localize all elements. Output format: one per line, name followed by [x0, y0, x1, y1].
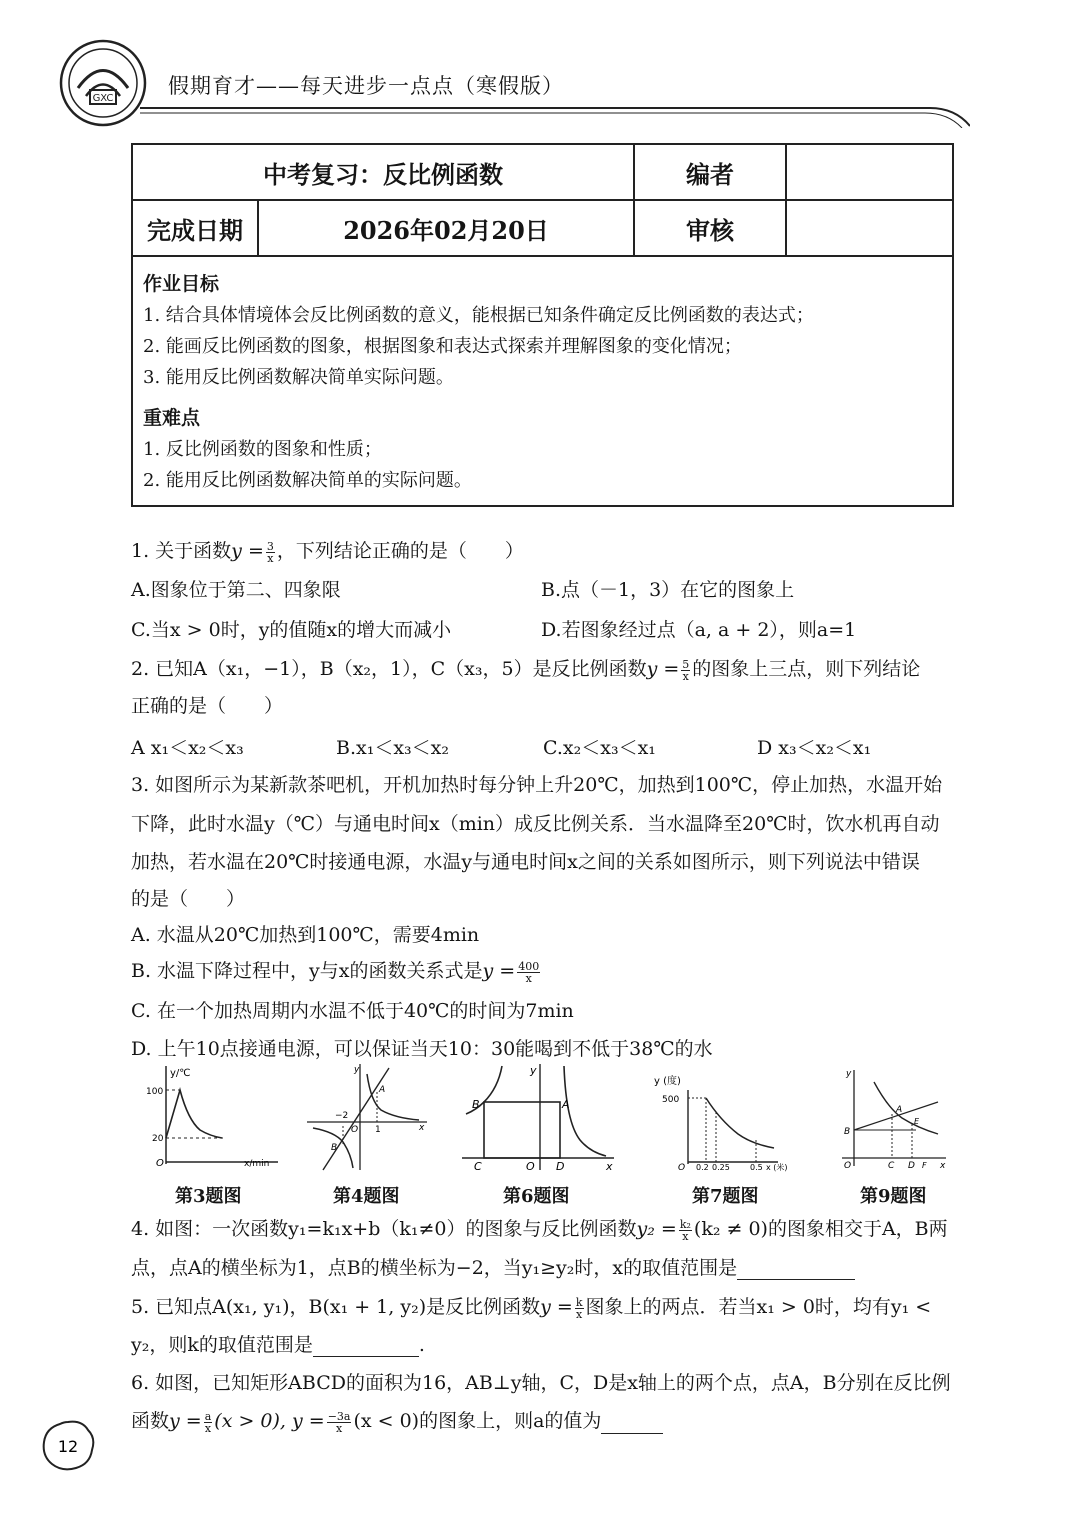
q2-func-lhs: y = — [646, 658, 680, 680]
q6-answer-blank[interactable] — [601, 1411, 663, 1434]
q1-option-b: B.点（－1，3）在它的图象上 — [541, 579, 795, 601]
date-label: 完成日期 — [132, 200, 258, 256]
info-table — [131, 143, 954, 507]
figure-caption: 第9题图 — [860, 1186, 927, 1207]
q5-stem: 5. 已知点A(x₁, y₁)，B(x₁ + 1, y₂)是反比例函数y = $\frac{k}{x}$ 图象上的两点．若当x₁ > 0时，均有y₁ < — [131, 1295, 932, 1321]
page-number-badge — [38, 1418, 98, 1472]
svg-text:y (度): y (度) — [654, 1076, 681, 1087]
svg-text:E: E — [914, 1117, 920, 1126]
worksheet-title: 中考复习：反比例函数 — [132, 144, 634, 200]
svg-text:O: O — [351, 1125, 359, 1135]
q2-option-c: C.x₂＜x₃＜x₁ — [543, 737, 656, 759]
q3-stem-line: 下降，此时水温y（℃）与通电时间x（min）成反比例关系．当水温降至20℃时，饮水机再自动 — [131, 813, 940, 835]
q2-fraction: $\frac{5}{x}$ — [682, 657, 690, 683]
svg-text:100: 100 — [146, 1087, 164, 1097]
svg-text:A: A — [379, 1085, 386, 1095]
svg-text:y: y — [530, 1064, 537, 1077]
q4-stem: 4. 如图：一次函数y₁=k₁x+b（k₁≠0）的图象与反比例函数y₂ = $\frac{\text{k₂}}{x}$ (k₂ ≠ 0)的图象相交于A，B两 — [131, 1217, 948, 1243]
figure-caption: 第7题图 — [692, 1186, 759, 1207]
q1-fraction: $\frac{3}{x}$ — [266, 539, 274, 565]
figure-q3 — [140, 1062, 280, 1174]
q3-option-d: D. 上午10点接通电源，可以保证当天10：30能喝到不低于38℃的水 — [131, 1038, 713, 1060]
q4-answer-blank[interactable] — [737, 1257, 855, 1280]
svg-text:A: A — [562, 1098, 570, 1111]
editor-label: 编者 — [634, 144, 786, 200]
q2-option-a: A x₁＜x₂＜x₃ — [131, 737, 244, 759]
svg-text:x (米): x (米) — [766, 1163, 788, 1172]
svg-text:O: O — [526, 1160, 535, 1173]
q3-option-b: B. 水温下降过程中，y与x的函数关系式是y = $\frac{400}{x}$ — [131, 959, 540, 985]
svg-text:0.25: 0.25 — [712, 1163, 730, 1172]
editor-value — [786, 144, 953, 200]
svg-text:y: y — [354, 1065, 360, 1075]
q3-option-c: C. 在一个加热周期内水温不低于40℃的时间为7min — [131, 1000, 574, 1022]
figure-caption: 第4题图 — [333, 1186, 400, 1207]
key-title: 重难点 — [143, 407, 201, 429]
svg-text:500: 500 — [662, 1095, 680, 1105]
q3-fraction: $\frac{400}{x}$ — [518, 959, 540, 985]
svg-text:x: x — [419, 1123, 425, 1133]
svg-text:0.2: 0.2 — [696, 1163, 709, 1172]
svg-text:20: 20 — [152, 1134, 164, 1144]
svg-text:x: x — [606, 1160, 613, 1173]
svg-text:O: O — [156, 1158, 164, 1169]
q5-answer-blank[interactable] — [313, 1334, 419, 1357]
q2-stem-line2: 正确的是（ ） — [131, 695, 284, 717]
q1-option-d: D.若图象经过点（a, a + 2），则a=1 — [541, 619, 857, 641]
school-logo-icon — [58, 38, 148, 128]
q4-stem-line2: 点，点A的横坐标为1，点B的横坐标为−2，当y₁≥y₂时，x的取值范围是 — [131, 1253, 855, 1280]
svg-text:B: B — [472, 1098, 480, 1111]
svg-text:F: F — [922, 1161, 927, 1170]
q1-stem: 1. 关于函数y = $\frac{3}{x}$ ，下列结论正确的是（ ） — [131, 539, 524, 565]
q5-stem-line2: y₂，则k的取值范围是 . — [131, 1334, 425, 1356]
svg-text:x/min: x/min — [244, 1159, 270, 1169]
svg-text:y: y — [846, 1069, 852, 1079]
q3-option-a: A. 水温从20℃加热到100℃，需要4min — [131, 924, 480, 946]
q1-option-a: A.图象位于第二、四象限 — [131, 579, 341, 601]
q6-stem-line2: 函数y = $\frac{a}{x}$ (x > 0), y = $\frac{-3a}{x}$ (x < 0)的图象上，则a的值为 — [131, 1406, 663, 1434]
header-title: 假期育才——每天进步一点点（寒假版） — [168, 74, 564, 98]
goal-item: 1. 结合具体情境体会反比例函数的意义，能根据已知条件确定反比例函数的表达式； — [143, 305, 814, 326]
svg-text:C: C — [474, 1160, 482, 1173]
q3-stem-line: 加热，若水温在20℃时接通电源，水温y与通电时间x之间的关系如图所示，则下列说法中错误 — [131, 851, 920, 873]
svg-text:−2: −2 — [335, 1111, 349, 1121]
svg-text:D: D — [908, 1161, 915, 1171]
q6-fraction-a: $\frac{a}{x}$ — [204, 1409, 212, 1435]
q2-option-b: B.x₁＜x₃＜x₂ — [336, 737, 449, 759]
svg-text:D: D — [556, 1160, 565, 1173]
figure-q4 — [305, 1062, 430, 1174]
svg-text:A: A — [896, 1105, 903, 1115]
q3-stem-line: 3. 如图所示为某新款茶吧机，开机加热时每分钟上升20℃，加热到100℃，停止加热，水温开始 — [131, 774, 943, 796]
svg-text:O: O — [844, 1161, 852, 1171]
review-label: 审核 — [634, 200, 786, 256]
q5-fraction: $\frac{k}{x}$ — [575, 1295, 583, 1321]
q6-stem: 6. 如图，已知矩形ABCD的面积为16，AB⊥y轴，C，D是x轴上的两个点，点A，B分别在反比例 — [131, 1372, 951, 1394]
figure-caption: 第3题图 — [175, 1186, 242, 1207]
svg-text:x: x — [940, 1161, 946, 1171]
svg-text:B: B — [331, 1143, 338, 1153]
svg-text:C: C — [888, 1161, 895, 1171]
figure-q7 — [648, 1062, 808, 1174]
header-rule — [140, 100, 970, 128]
q3-stem-line: 的是（ ） — [131, 888, 246, 910]
goals-title: 作业目标 — [143, 273, 220, 295]
q4-fraction: $\frac{\text{k₂}}{x}$ — [679, 1217, 691, 1243]
goals-cell — [132, 256, 953, 506]
svg-text:B: B — [844, 1127, 851, 1137]
figure-q9 — [838, 1062, 950, 1174]
goal-item: 3. 能用反比例函数解决简单实际问题。 — [143, 367, 454, 388]
figure-q6 — [458, 1062, 618, 1174]
svg-text:O: O — [678, 1163, 686, 1173]
q1-func-lhs: y = — [231, 540, 264, 562]
q2-option-d: D x₃＜x₂＜x₁ — [757, 737, 872, 759]
svg-text:y/℃: y/℃ — [170, 1068, 191, 1079]
figure-caption: 第6题图 — [503, 1186, 570, 1207]
svg-text:1: 1 — [375, 1125, 381, 1135]
logo-lettering: GXC — [92, 93, 114, 104]
goal-item: 2. 能画反比例函数的图象，根据图象和表达式探索并理解图象的变化情况； — [143, 336, 742, 357]
q1-option-c: C.当x > 0时，y的值随x的增大而减小 — [131, 619, 452, 641]
svg-text:0.5: 0.5 — [750, 1163, 763, 1172]
key-item: 2. 能用反比例函数解决简单的实际问题。 — [143, 470, 472, 491]
q2-stem: 2. 已知A（x₁，−1），B（x₂，1），C（x₃，5）是反比例函数y = $\frac{5}{x}$ 的图象上三点，则下列结论 — [131, 657, 921, 683]
q6-fraction-b: $\frac{-3a}{x}$ — [327, 1409, 351, 1435]
key-item: 1. 反比例函数的图象和性质； — [143, 439, 382, 460]
review-value — [786, 200, 953, 256]
page-number: 12 — [57, 1437, 79, 1456]
date-value: 2026年02月20日 — [258, 200, 634, 256]
